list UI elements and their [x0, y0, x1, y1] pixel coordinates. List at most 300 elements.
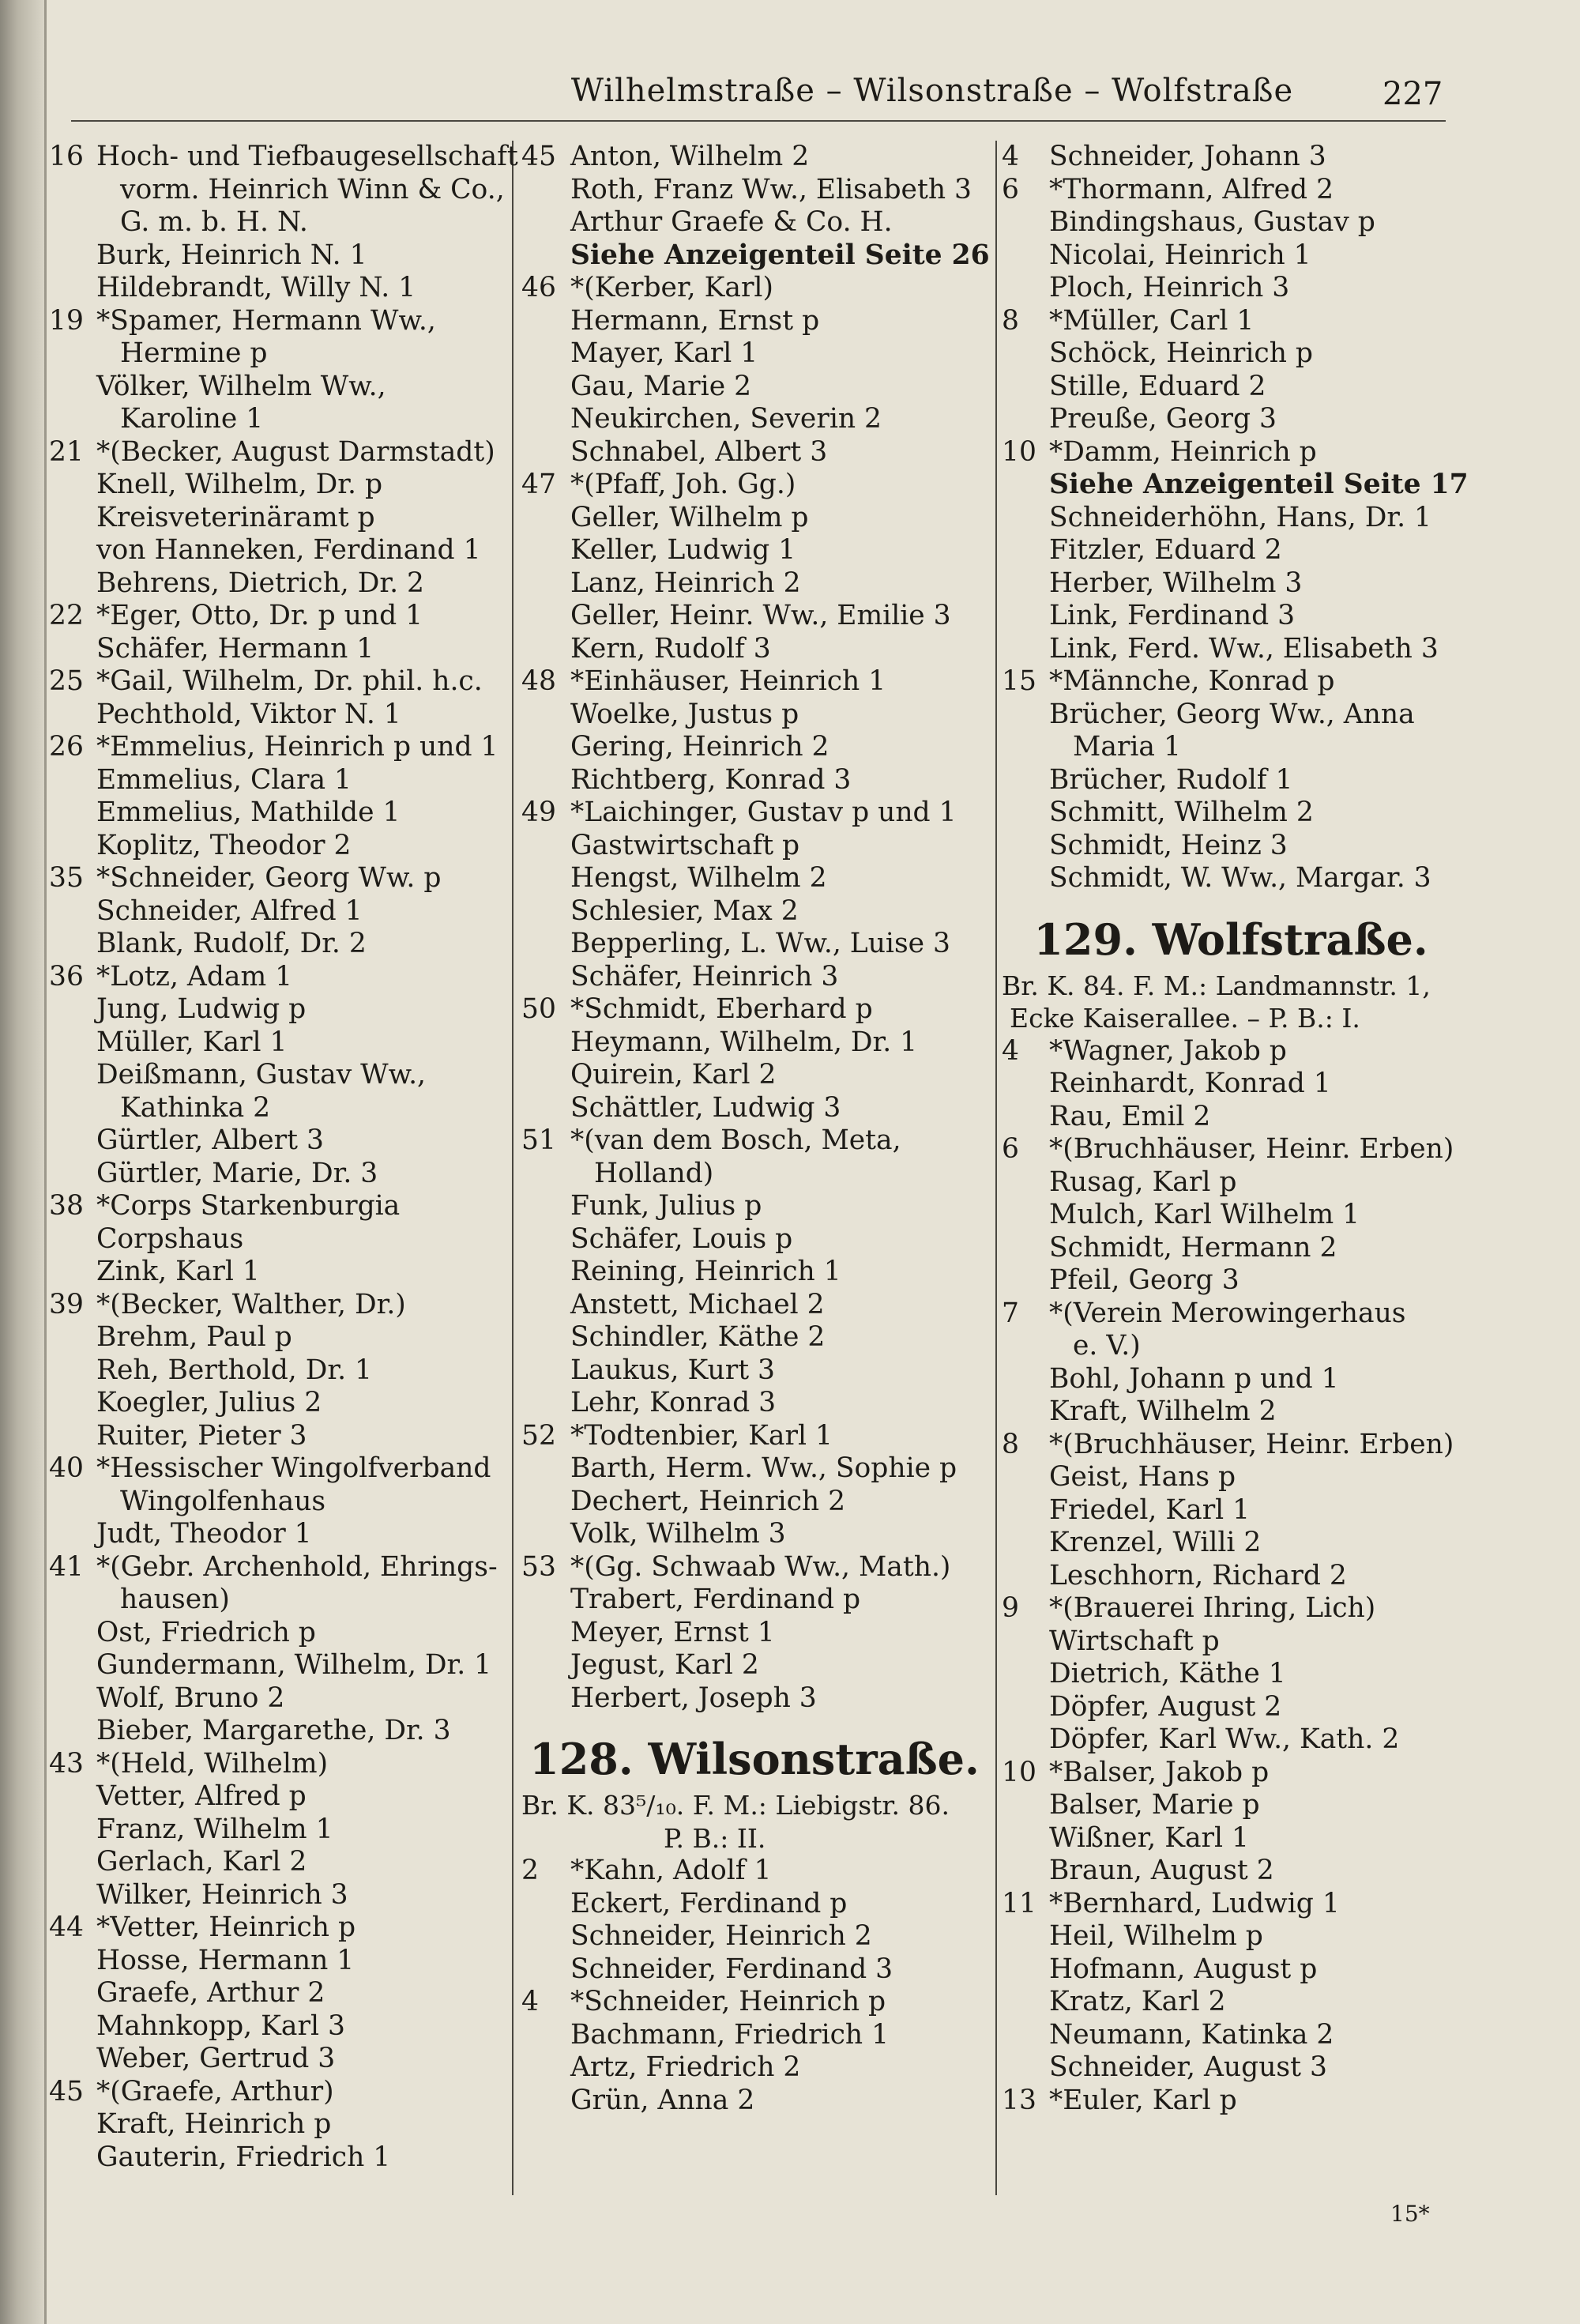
directory-entry	[1002, 1429, 1460, 1462]
directory-entry	[521, 469, 988, 502]
resident-name: Maria 1	[1073, 731, 1181, 763]
resident-name: Schäfer, Hermann 1	[96, 632, 374, 665]
resident-name: *(Verein Merowingerhaus	[1049, 1297, 1406, 1329]
resident-name: Fitzler, Eduard 2	[1049, 534, 1282, 566]
directory-entry	[521, 1420, 988, 1453]
directory-entry	[1002, 1855, 1460, 1888]
directory-entry	[521, 862, 988, 895]
resident-name: Mahnkopp, Karl 3	[96, 2009, 345, 2042]
directory-entry	[521, 1158, 988, 1191]
directory-entry	[1002, 1527, 1460, 1560]
house-number: 15	[1002, 665, 1036, 697]
directory-entry	[49, 1649, 507, 1682]
resident-name: Schöck, Heinrich p	[1049, 337, 1313, 369]
house-number: 6	[1002, 1133, 1019, 1165]
directory-entry	[49, 764, 507, 797]
directory-entry	[49, 272, 507, 305]
resident-name: *(Becker, Walther, Dr.)	[96, 1288, 406, 1320]
house-number: 4	[521, 1986, 539, 2017]
resident-name: *(Kerber, Karl)	[570, 272, 773, 303]
directory-entry	[49, 239, 507, 273]
house-number: 6	[1002, 173, 1019, 205]
directory-entry	[49, 1584, 507, 1617]
resident-name: Herbert, Joseph 3	[570, 1682, 817, 1714]
house-number: 52	[521, 1419, 556, 1452]
directory-entry	[1002, 567, 1460, 601]
resident-name: *Emmelius, Heinrich p und 1	[96, 731, 498, 763]
directory-entry	[1002, 665, 1460, 699]
column-1	[49, 141, 518, 2174]
resident-name: Lanz, Heinrich 2	[570, 567, 801, 599]
directory-entry	[521, 600, 988, 633]
directory-entry	[521, 567, 988, 601]
resident-name: Hofmann, August p	[1049, 1953, 1318, 1985]
directory-entry	[49, 1879, 507, 1912]
directory-entry	[1002, 699, 1460, 732]
resident-name: *Schneider, Heinrich p	[570, 1986, 886, 2017]
resident-name: *(Gebr. Archenhold, Ehrings-	[96, 1550, 498, 1583]
directory-entry	[521, 1920, 988, 1953]
house-number: 47	[521, 469, 556, 500]
directory-entry	[49, 1682, 507, 1716]
directory-entry	[1002, 1298, 1460, 1331]
directory-entry	[1002, 1363, 1460, 1396]
resident-name: Balser, Marie p	[1049, 1789, 1260, 1821]
directory-entry	[521, 534, 988, 567]
directory-entry	[1002, 1133, 1460, 1166]
directory-entry	[49, 1452, 507, 1486]
directory-entry	[521, 1682, 988, 1716]
directory-entry	[49, 1223, 507, 1256]
resident-name: Lehr, Konrad 3	[570, 1387, 777, 1418]
resident-name: Heymann, Wilhelm, Dr. 1	[570, 1026, 918, 1058]
directory-entry	[521, 993, 988, 1026]
house-number: 4	[1002, 1034, 1019, 1067]
house-number: 46	[521, 272, 556, 303]
resident-name: Schneider, August 3	[1049, 2051, 1327, 2083]
resident-name: Emmelius, Mathilde 1	[96, 797, 401, 828]
resident-name: *(Pfaff, Joh. Gg.)	[570, 469, 796, 500]
resident-name: Arthur Graefe & Co. H.	[570, 206, 893, 238]
directory-entry	[521, 305, 988, 338]
directory-entry	[1002, 1166, 1460, 1200]
resident-name: Stille, Eduard 2	[1049, 370, 1266, 402]
resident-name: Wirtschaft p	[1049, 1625, 1220, 1657]
resident-name: Ost, Friedrich p	[96, 1616, 316, 1648]
resident-name: Hermann, Ernst p	[570, 304, 820, 337]
directory-entry	[49, 1387, 507, 1420]
resident-name: Reining, Heinrich 1	[570, 1256, 841, 1287]
resident-name: Koplitz, Theodor 2	[96, 829, 352, 861]
directory-entry	[521, 1354, 988, 1388]
resident-name: *Todtenbier, Karl 1	[570, 1419, 833, 1452]
resident-name: von Hanneken, Ferdinand 1	[96, 534, 481, 566]
directory-entry	[1002, 1494, 1460, 1527]
directory-entry	[521, 1452, 988, 1486]
resident-name: Woelke, Justus p	[570, 698, 799, 730]
resident-name: Franz, Wilhelm 1	[96, 1813, 333, 1845]
directory-entry	[1002, 2051, 1460, 2085]
binding-shadow-line	[44, 0, 47, 2324]
resident-name: *(Becker, August Darmstadt)	[96, 435, 495, 468]
directory-entry	[521, 502, 988, 535]
resident-name: Schindler, Käthe 2	[570, 1321, 826, 1353]
resident-name: Corpshaus	[96, 1222, 244, 1255]
directory-entry	[49, 928, 507, 961]
house-number: 13	[1002, 2084, 1036, 2116]
resident-name: *(Held, Wilhelm)	[96, 1747, 329, 1780]
directory-entry	[49, 1780, 507, 1814]
directory-entry	[1002, 797, 1460, 830]
directory-entry	[49, 1551, 507, 1584]
resident-name: Rusag, Karl p	[1049, 1166, 1237, 1198]
house-number: 40	[49, 1452, 84, 1484]
resident-name: e. V.)	[1073, 1330, 1141, 1362]
directory-entry	[521, 1124, 988, 1158]
resident-name: Eckert, Ferdinand p	[570, 1887, 848, 1919]
directory-entry	[49, 1321, 507, 1354]
resident-name: Kreisveterinäramt p	[96, 501, 375, 533]
directory-entry	[49, 534, 507, 567]
resident-name: Anton, Wilhelm 2	[570, 141, 810, 172]
directory-entry	[1002, 1560, 1460, 1593]
resident-name: *Vetter, Heinrich p	[96, 1912, 356, 1943]
house-number: 39	[49, 1288, 84, 1320]
house-number: 36	[49, 960, 84, 993]
directory-entry	[521, 371, 988, 404]
directory-entry	[521, 1855, 988, 1888]
resident-name: *Damm, Heinrich p	[1049, 435, 1317, 468]
resident-name: Deißmann, Gustav Ww.,	[96, 1059, 427, 1090]
resident-name: Bindingshaus, Gustav p	[1049, 206, 1375, 238]
directory-entry	[49, 1518, 507, 1551]
directory-entry	[521, 928, 988, 961]
resident-name: Schneider, Johann 3	[1049, 141, 1326, 172]
resident-name: Kern, Rudolf 3	[570, 632, 771, 665]
resident-name: *(van dem Bosch, Meta,	[570, 1124, 901, 1156]
directory-entry	[49, 1912, 507, 1945]
directory-entry	[1002, 1953, 1460, 1987]
directory-entry	[49, 371, 507, 404]
directory-entry	[49, 862, 507, 895]
directory-entry	[521, 731, 988, 764]
directory-entry	[1002, 1691, 1460, 1724]
resident-name: Quirein, Karl 2	[570, 1059, 777, 1090]
resident-name: *Schneider, Georg Ww. p	[96, 862, 442, 894]
resident-name: Schättler, Ludwig 3	[570, 1091, 841, 1124]
directory-entry	[1002, 1264, 1460, 1298]
resident-name: Pechthold, Viktor N. 1	[96, 698, 401, 730]
directory-entry	[49, 1059, 507, 1092]
resident-name: Heil, Wilhelm p	[1049, 1920, 1263, 1952]
directory-entry	[49, 1092, 507, 1125]
directory-entry	[521, 1986, 988, 2019]
directory-entry	[521, 1518, 988, 1551]
resident-name: Brücher, Rudolf 1	[1049, 763, 1293, 796]
resident-name: Artz, Friedrich 2	[570, 2051, 801, 2083]
column-3	[1002, 141, 1469, 2117]
directory-entry	[49, 502, 507, 535]
resident-name: Reinhardt, Konrad 1	[1049, 1068, 1331, 1099]
directory-entry	[521, 403, 988, 436]
directory-entry	[1002, 371, 1460, 404]
directory-entry	[1002, 1625, 1460, 1659]
resident-name: *Hessischer Wingolfverband	[96, 1452, 491, 1484]
directory-entry	[521, 764, 988, 797]
directory-entry	[49, 305, 507, 338]
resident-name: Brücher, Georg Ww., Anna	[1049, 698, 1415, 730]
resident-name: Neukirchen, Severin 2	[570, 403, 882, 435]
directory-entry	[521, 1190, 988, 1223]
resident-name: Emmelius, Clara 1	[96, 763, 352, 796]
directory-entry	[1002, 1199, 1460, 1232]
directory-entry	[49, 141, 518, 174]
resident-name: Hildebrandt, Willy N. 1	[96, 272, 416, 303]
resident-name: Schneiderhöhn, Hans, Dr. 1	[1049, 501, 1431, 533]
resident-name: Judt, Theodor 1	[96, 1518, 312, 1550]
directory-entry	[49, 2043, 507, 2076]
directory-entry	[49, 993, 507, 1026]
resident-name: Karoline 1	[120, 403, 264, 435]
directory-entry	[1002, 1822, 1460, 1855]
resident-name: Schmidt, Heinz 3	[1049, 829, 1288, 861]
directory-entry	[49, 403, 507, 436]
directory-entry	[521, 1387, 988, 1420]
resident-name: Gundermann, Wilhelm, Dr. 1	[96, 1649, 492, 1681]
advertisement-reference: Siehe Anzeigenteil Seite 26	[570, 239, 990, 271]
directory-entry	[1002, 764, 1460, 797]
resident-name: Gürtler, Albert 3	[96, 1124, 324, 1156]
resident-name: Grün, Anna 2	[570, 2084, 755, 2116]
resident-name: Richtberg, Konrad 3	[570, 763, 852, 796]
house-number: 25	[49, 665, 84, 697]
resident-name: Friedel, Karl 1	[1049, 1493, 1251, 1526]
resident-name: Döpfer, Karl Ww., Kath. 2	[1049, 1723, 1400, 1755]
section-heading-129: 129. Wolfstraße.	[1033, 913, 1428, 965]
house-number: 11	[1002, 1887, 1036, 1919]
resident-name: Mayer, Karl 1	[570, 337, 758, 369]
resident-name: *Kahn, Adolf 1	[570, 1855, 772, 1886]
resident-name: Holland)	[594, 1157, 714, 1189]
directory-entry	[49, 567, 507, 601]
resident-name: *Corps Starkenburgia	[96, 1190, 401, 1222]
resident-name: Wilker, Heinrich 3	[96, 1878, 348, 1911]
resident-name: Nicolai, Heinrich 1	[1049, 239, 1311, 271]
directory-entry	[521, 1256, 988, 1289]
column-separator	[995, 141, 997, 2195]
house-number: 10	[1002, 1756, 1036, 1788]
directory-entry	[1002, 239, 1460, 273]
resident-name: Trabert, Ferdinand p	[570, 1584, 861, 1615]
directory-entry	[1002, 141, 1460, 174]
resident-name: Graefe, Arthur 2	[96, 1977, 325, 2009]
resident-name: *Bernhard, Ludwig 1	[1049, 1887, 1340, 1919]
resident-name: Schnabel, Albert 3	[570, 435, 828, 468]
house-number: 45	[521, 141, 556, 172]
directory-entry	[49, 633, 507, 666]
directory-entry	[521, 895, 988, 928]
directory-entry	[49, 1945, 507, 1978]
resident-name: Funk, Julius p	[570, 1190, 762, 1222]
resident-name: Anstett, Michael 2	[570, 1288, 825, 1320]
directory-entry	[49, 469, 507, 502]
resident-name: Kraft, Wilhelm 2	[1049, 1396, 1277, 1427]
resident-name: Schmidt, W. Ww., Margar. 3	[1049, 862, 1431, 894]
resident-name: Braun, August 2	[1049, 1855, 1274, 1886]
directory-entry	[521, 1649, 988, 1682]
resident-name: Herber, Wilhelm 3	[1049, 567, 1303, 599]
resident-name: Mulch, Karl Wilhelm 1	[1049, 1199, 1360, 1230]
resident-name: *Lotz, Adam 1	[96, 960, 293, 993]
directory-entry	[521, 239, 988, 273]
directory-entry	[49, 1486, 507, 1519]
resident-name: Roth, Franz Ww., Elisabeth 3	[570, 173, 972, 205]
house-number: 9	[1002, 1592, 1019, 1624]
resident-name: G. m. b. H. N.	[120, 206, 308, 238]
house-number: 38	[49, 1190, 84, 1222]
resident-name: Barth, Herm. Ww., Sophie p	[570, 1452, 957, 1484]
resident-name: Bohl, Johann p und 1	[1049, 1362, 1339, 1395]
directory-entry	[521, 1223, 988, 1256]
directory-entry	[49, 206, 507, 239]
directory-entry	[49, 1158, 507, 1191]
directory-entry	[49, 2108, 507, 2141]
house-number: 2	[521, 1855, 539, 1886]
resident-name: Hosse, Hermann 1	[96, 1944, 355, 1976]
resident-name: *(Bruchhäuser, Heinr. Erben)	[1049, 1428, 1454, 1460]
resident-name: Pfeil, Georg 3	[1049, 1264, 1240, 1296]
resident-name: *Laichinger, Gustav p und 1	[570, 797, 957, 828]
resident-name: Weber, Gertrud 3	[96, 2043, 336, 2074]
directory-entry	[1002, 1068, 1460, 1101]
header-rule	[71, 120, 1446, 122]
resident-name: Völker, Wilhelm Ww.,	[96, 370, 386, 402]
directory-entry	[1002, 1232, 1460, 1265]
directory-entry	[49, 731, 507, 764]
directory-entry	[1002, 272, 1460, 305]
directory-entry	[521, 797, 988, 830]
resident-name: Schmitt, Wilhelm 2	[1049, 797, 1314, 828]
directory-entry	[49, 600, 507, 633]
column-separator	[512, 141, 514, 2195]
directory-entry	[521, 1289, 988, 1322]
resident-name: Krenzel, Willi 2	[1049, 1527, 1262, 1558]
directory-entry	[1002, 731, 1460, 764]
directory-entry	[521, 2051, 988, 2085]
directory-entry	[1002, 502, 1460, 535]
directory-entry	[521, 961, 988, 994]
house-number: 7	[1002, 1297, 1019, 1329]
resident-name: Hermine p	[120, 337, 268, 369]
house-number: 48	[521, 665, 556, 697]
resident-name: *(Bruchhäuser, Heinr. Erben)	[1049, 1133, 1454, 1165]
resident-name: *Spamer, Hermann Ww.,	[96, 304, 436, 337]
section-heading-128: 128. Wilsonstraße.	[529, 1734, 980, 1784]
resident-name: Laukus, Kurt 3	[570, 1354, 775, 1386]
column-2	[521, 141, 988, 2117]
directory-entry	[521, 665, 988, 699]
directory-entry	[1002, 1035, 1460, 1068]
resident-name: vorm. Heinrich Winn & Co.,	[120, 173, 505, 205]
section-129-info: Br. K. 84. F. M.: Landmannstr. 1,	[1002, 970, 1431, 1001]
directory-entry	[521, 141, 988, 174]
directory-entry	[1002, 1723, 1460, 1757]
directory-entry	[1002, 1592, 1460, 1625]
resident-name: Hoch- und Tiefbaugesellschaft	[96, 141, 518, 172]
directory-entry	[49, 1814, 507, 1847]
book-binding-edge	[0, 0, 44, 2324]
resident-name: Jegust, Karl 2	[570, 1649, 759, 1681]
directory-entry	[521, 1584, 988, 1617]
resident-name: Gastwirtschaft p	[570, 829, 800, 861]
resident-name: Gauterin, Friedrich 1	[96, 2141, 391, 2173]
resident-name: Schäfer, Heinrich 3	[570, 960, 839, 993]
resident-name: Knell, Wilhelm, Dr. p	[96, 469, 383, 500]
signature-mark: 15*	[1390, 2201, 1430, 2227]
resident-name: Kratz, Karl 2	[1049, 1986, 1226, 2017]
directory-entry	[521, 436, 988, 469]
house-number: 22	[49, 600, 84, 631]
house-number: 8	[1002, 304, 1019, 337]
directory-entry	[1002, 2019, 1460, 2052]
resident-name: Zink, Karl 1	[96, 1256, 260, 1287]
directory-entry	[521, 272, 988, 305]
directory-entry	[1002, 305, 1460, 338]
resident-name: Jung, Ludwig p	[96, 993, 307, 1025]
directory-entry	[521, 174, 988, 207]
directory-entry	[521, 830, 988, 863]
resident-name: Döpfer, August 2	[1049, 1690, 1282, 1723]
resident-name: Brehm, Paul p	[96, 1321, 292, 1353]
directory-entry	[521, 1026, 988, 1060]
resident-name: Keller, Ludwig 1	[570, 534, 796, 566]
house-number: 35	[49, 862, 84, 894]
directory-entry	[521, 1092, 988, 1125]
resident-name: Leschhorn, Richard 2	[1049, 1559, 1347, 1591]
resident-name: *Müller, Carl 1	[1049, 304, 1255, 337]
resident-name: Burk, Heinrich N. 1	[96, 239, 367, 271]
directory-entry	[49, 1420, 507, 1453]
house-number: 53	[521, 1550, 556, 1583]
resident-name: Bachmann, Friedrich 1	[570, 2018, 890, 2051]
resident-name: Gering, Heinrich 2	[570, 731, 830, 763]
resident-name: Ploch, Heinrich 3	[1049, 272, 1290, 303]
directory-entry	[49, 665, 507, 699]
resident-name: *Wagner, Jakob p	[1049, 1034, 1287, 1067]
directory-entry	[49, 961, 507, 994]
directory-entry	[521, 337, 988, 371]
directory-entry	[49, 1354, 507, 1388]
resident-name: Neumann, Katinka 2	[1049, 2018, 1334, 2051]
resident-name: *Balser, Jakob p	[1049, 1756, 1270, 1788]
resident-name: Kraft, Heinrich p	[96, 2108, 332, 2140]
directory-entry	[1002, 436, 1460, 469]
resident-name: Wißner, Karl 1	[1049, 1821, 1249, 1854]
directory-entry	[49, 1617, 507, 1650]
directory-entry	[1002, 830, 1460, 863]
resident-name: Ruiter, Pieter 3	[96, 1419, 307, 1452]
resident-name: *Thormann, Alfred 2	[1049, 173, 1334, 205]
house-number: 43	[49, 1747, 84, 1780]
resident-name: Blank, Rudolf, Dr. 2	[96, 928, 367, 959]
directory-entry	[49, 1846, 507, 1879]
directory-entry	[49, 1977, 507, 2010]
resident-name: Link, Ferdinand 3	[1049, 600, 1296, 631]
house-number: 49	[521, 797, 556, 828]
directory-entry	[521, 206, 988, 239]
resident-name: hausen)	[120, 1584, 230, 1615]
resident-name: Schneider, Alfred 1	[96, 895, 363, 927]
